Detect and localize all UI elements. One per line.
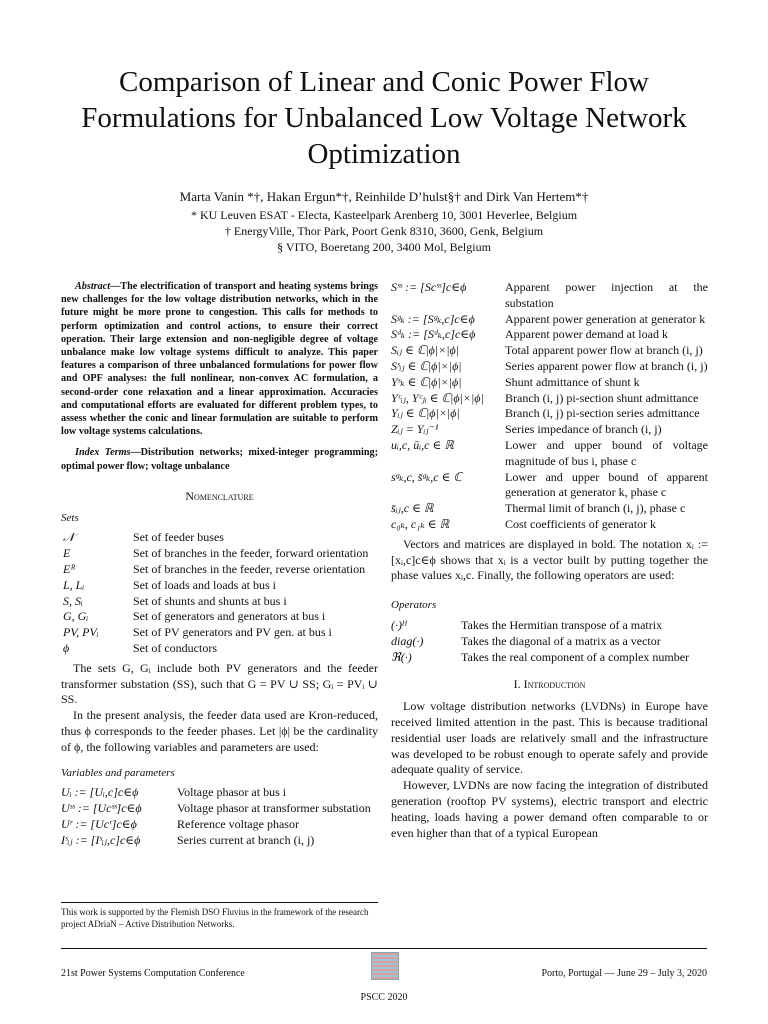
variable-symbol: Iˢᵢⱼ := [Iˢᵢⱼ,c]c∈ϕ xyxy=(61,832,141,847)
table-row xyxy=(61,641,378,657)
variable-description: Series apparent power flow at branch (i, j) xyxy=(505,358,708,373)
sets-paragraph-2: In the present analysis, the feeder data used are Kron-reduced, thus ϕ corresponds to the feeder phases. Let |ϕ| be the cardinality of ϕ, the following variables and parameters are used: xyxy=(61,708,378,754)
set-symbol: 𝒩 xyxy=(63,530,75,545)
variable-symbol: Yˢₖ ∈ ℂ|ϕ|×|ϕ| xyxy=(391,374,462,389)
index-terms-label: Index Terms xyxy=(75,447,131,459)
table-row xyxy=(391,438,708,470)
variable-description: Reference voltage phasor xyxy=(177,816,299,831)
author-list: Marta Vanin *†, Hakan Ergun*†, Reinhilde D’hulst§† and Dirk Van Hertem*† xyxy=(179,189,589,204)
introduction-paragraph-1: Low voltage distribution networks (LVDNs) in Europe have received limited attention in the past. This is because traditional residential user loads are relatively small and the infrastructure was developed to be robust enough to operate safely and provide adequate quality of service. xyxy=(391,699,708,777)
table-row xyxy=(391,634,708,650)
table-row xyxy=(61,609,378,625)
variable-description: Branch (i, j) pi-section series admittance xyxy=(505,406,700,421)
variable-description: Voltage phasor at bus i xyxy=(177,785,287,800)
table-row xyxy=(391,422,708,438)
variable-description: Apparent power demand at load k xyxy=(505,327,668,342)
set-symbol: ϕ xyxy=(63,641,70,656)
table-row xyxy=(61,785,378,801)
variable-symbol: Uʳ := [Ucʳ]c∈ϕ xyxy=(61,816,137,831)
index-terms xyxy=(61,446,378,472)
variable-symbol: uᵢ,c, ūᵢ,c ∈ ℝ xyxy=(391,437,454,452)
footer-conference: 21st Power Systems Computation Conference xyxy=(61,968,245,979)
abstract-label: Abstract xyxy=(75,281,111,292)
operator-description: Takes the diagonal of a matrix as a vector xyxy=(461,633,661,648)
set-symbol: S, Sᵢ xyxy=(63,593,83,608)
set-description: Set of conductors xyxy=(133,641,217,656)
table-row xyxy=(61,578,378,594)
table-row xyxy=(391,312,708,328)
variable-symbol: Yᵢⱼ ∈ ℂ|ϕ|×|ϕ| xyxy=(391,406,460,421)
set-symbol: E xyxy=(63,546,71,561)
set-description: Set of branches in the feeder, forward orientation xyxy=(133,546,369,561)
footer-location-date: Porto, Portugal — June 29 – July 3, 2020 xyxy=(541,968,707,979)
set-description: Set of shunts and shunts at bus i xyxy=(133,593,287,608)
variable-symbol: sᵍₖ,c, s̄ᵍₖ,c ∈ ℂ xyxy=(391,469,462,484)
set-description: Set of loads and loads at bus i xyxy=(133,577,276,592)
table-row xyxy=(391,343,708,359)
sets-heading: Sets xyxy=(61,511,79,524)
vectors-paragraph: Vectors and matrices are displayed in bold. The notation xᵢ := [xᵢ,c]c∈ϕ shows that xᵢ is a vector built by putting together the phase values xᵢ,c. Finally, the following operators are used: xyxy=(391,536,708,583)
operator-description: Takes the real component of a complex number xyxy=(461,649,690,664)
operator-symbol: (·)ᴴ xyxy=(391,617,407,632)
affiliation-3: § VITO, Boeretang 200, 3400 Mol, Belgium xyxy=(277,240,491,254)
paper-title: Comparison of Linear and Conic Power Flow Formulations for Unbalanced Low Voltage Network Optimization xyxy=(81,66,687,170)
table-row xyxy=(391,280,708,312)
variable-symbol: Zᵢⱼ = Yᵢⱼ⁻¹ xyxy=(391,422,439,437)
variable-symbol: s̄ᵢⱼ,c ∈ ℝ xyxy=(391,501,434,516)
table-row xyxy=(391,327,708,343)
variable-symbol: Sˢˢ := [Scˢˢ]c∈ϕ xyxy=(391,280,467,294)
table-row xyxy=(391,470,708,502)
table-row xyxy=(391,650,708,666)
variable-description: Cost coefficients of generator k xyxy=(505,516,657,531)
variables-table-left xyxy=(61,785,378,848)
set-description: Set of feeder buses xyxy=(133,530,224,545)
variables-table-right xyxy=(391,280,708,533)
introduction-heading: I. Introduction xyxy=(513,677,586,692)
variable-symbol: Sᵢⱼ ∈ ℂ|ϕ|×|ϕ| xyxy=(391,343,460,358)
variable-description: Shunt admittance of shunt k xyxy=(505,374,640,389)
operator-description: Takes the Hermitian transpose of a matrix xyxy=(461,617,663,632)
set-description: Set of generators and generators at bus i xyxy=(133,609,326,624)
table-row xyxy=(61,594,378,610)
table-row xyxy=(391,375,708,391)
footer-pscc: PSCC 2020 xyxy=(360,992,408,1003)
operators-heading: Operators xyxy=(391,599,437,612)
variable-symbol: Uᵢ := [Uᵢ,c]c∈ϕ xyxy=(61,785,139,800)
variable-description: Lower and upper bound of apparent generation at generator k, phase c xyxy=(505,469,708,500)
table-row xyxy=(61,833,378,849)
set-symbol: Eᴿ xyxy=(63,562,76,577)
introduction-paragraph-2: However, LVDNs are now facing the integration of distributed generation (rooftop PV systems), electric transport and electric heating, loads having a power demand often comparable to or even higher than that of a typical European xyxy=(391,778,708,840)
abstract xyxy=(61,280,378,438)
table-row xyxy=(391,391,708,407)
set-description: Set of branches in the feeder, reverse orientation xyxy=(133,562,366,577)
variable-description: Voltage phasor at transformer substation xyxy=(177,801,371,816)
variable-description: Total apparent power flow at branch (i, j) xyxy=(505,343,703,358)
variable-description: Series current at branch (i, j) xyxy=(177,832,315,847)
set-symbol: PV, PVᵢ xyxy=(63,625,99,640)
variable-description: Apparent power generation at generator k xyxy=(505,311,706,326)
right-column xyxy=(391,280,708,841)
set-symbol: L, Lᵢ xyxy=(63,577,85,592)
variable-symbol: c₀ₖ, c₁ₖ ∈ ℝ xyxy=(391,516,450,531)
table-row xyxy=(391,359,708,375)
variable-symbol: Sᵈₖ := [Sᵈₖ,c]c∈ϕ xyxy=(391,327,476,342)
variable-description: Series impedance of branch (i, j) xyxy=(505,422,662,437)
sets-paragraph-1: The sets G, Gᵢ include both PV generators and the feeder transformer substation (SS), such that G = PV ∪ SS; Gᵢ = PVᵢ ∪ SS. xyxy=(61,660,378,707)
variable-symbol: Sˢᵢⱼ ∈ ℂ|ϕ|×|ϕ| xyxy=(391,358,462,373)
operators-table xyxy=(391,618,708,665)
table-row xyxy=(61,562,378,578)
table-row xyxy=(391,618,708,634)
variable-description: Lower and upper bound of voltage magnitude of bus i, phase c xyxy=(505,437,708,468)
variable-description: Apparent power injection at the substation xyxy=(505,280,708,310)
table-row xyxy=(61,546,378,562)
set-symbol: G, Gᵢ xyxy=(63,609,89,624)
table-row xyxy=(61,817,378,833)
nomenclature-heading: Nomenclature xyxy=(185,488,254,503)
sets-table xyxy=(61,530,378,656)
table-row xyxy=(391,517,708,533)
footnote: This work is supported by the Flemish DSO Fluvius in the framework of the research project AD​riaN – Active Distribution Networks. xyxy=(61,902,378,930)
table-row xyxy=(391,501,708,517)
variable-symbol: Uˢˢ := [Ucˢˢ]c∈ϕ xyxy=(61,801,142,816)
variable-description: Thermal limit of branch (i, j), phase c xyxy=(505,501,686,516)
index-terms-text: —Distribution networks; mixed-integer programming; optimal power flow; voltage unbalance xyxy=(61,447,378,472)
pscc-logo-icon xyxy=(371,952,399,980)
footer-divider xyxy=(61,948,707,949)
affiliation-1: * KU Leuven ESAT - Electa, Kasteelpark Arenberg 10, 3001 Heverlee, Belgium xyxy=(190,208,578,222)
table-row xyxy=(61,530,378,546)
affiliation-2: † EnergyVille, Thor Park, Poort Genk 8310, 3600, Genk, Belgium xyxy=(224,224,544,238)
set-description: Set of PV generators and PV gen. at bus i xyxy=(133,625,332,640)
abstract-text: —The electrification of transport and heating systems brings new challenges for the low voltage distribution networks, which in the future might be more prone to congestion. This calls for methods to perform optimization and control actions, to ensure their correct operation. Their large extension and non-negligible degree of voltage unbalance make low voltage systems difficult to analyze. This paper features a comparison of three unbalanced formulations for power flow and OPF analyses: the full nonlinear, non-convex AC formulation, a second-order cone relaxation and a linear approximation. Accuracies and computational efforts are evaluated for different problem types, to assess whether the conic and linear formulation are suitable to perform low voltage systems calculations. xyxy=(61,281,378,438)
variable-description: Branch (i, j) pi-section shunt admittance xyxy=(505,390,699,405)
variable-symbol: Yᶜᵢⱼ, Yᶜⱼᵢ ∈ ℂ|ϕ|×|ϕ| xyxy=(391,390,484,405)
table-row xyxy=(61,625,378,641)
variables-heading: Variables and parameters xyxy=(61,766,175,779)
operator-symbol: ℜ(·) xyxy=(391,649,412,664)
table-row xyxy=(391,406,708,422)
operator-symbol: diag(·) xyxy=(391,633,424,648)
table-row xyxy=(61,801,378,817)
variable-symbol: Sᵍₖ := [Sᵍₖ,c]c∈ϕ xyxy=(391,311,475,326)
left-column xyxy=(61,280,378,849)
